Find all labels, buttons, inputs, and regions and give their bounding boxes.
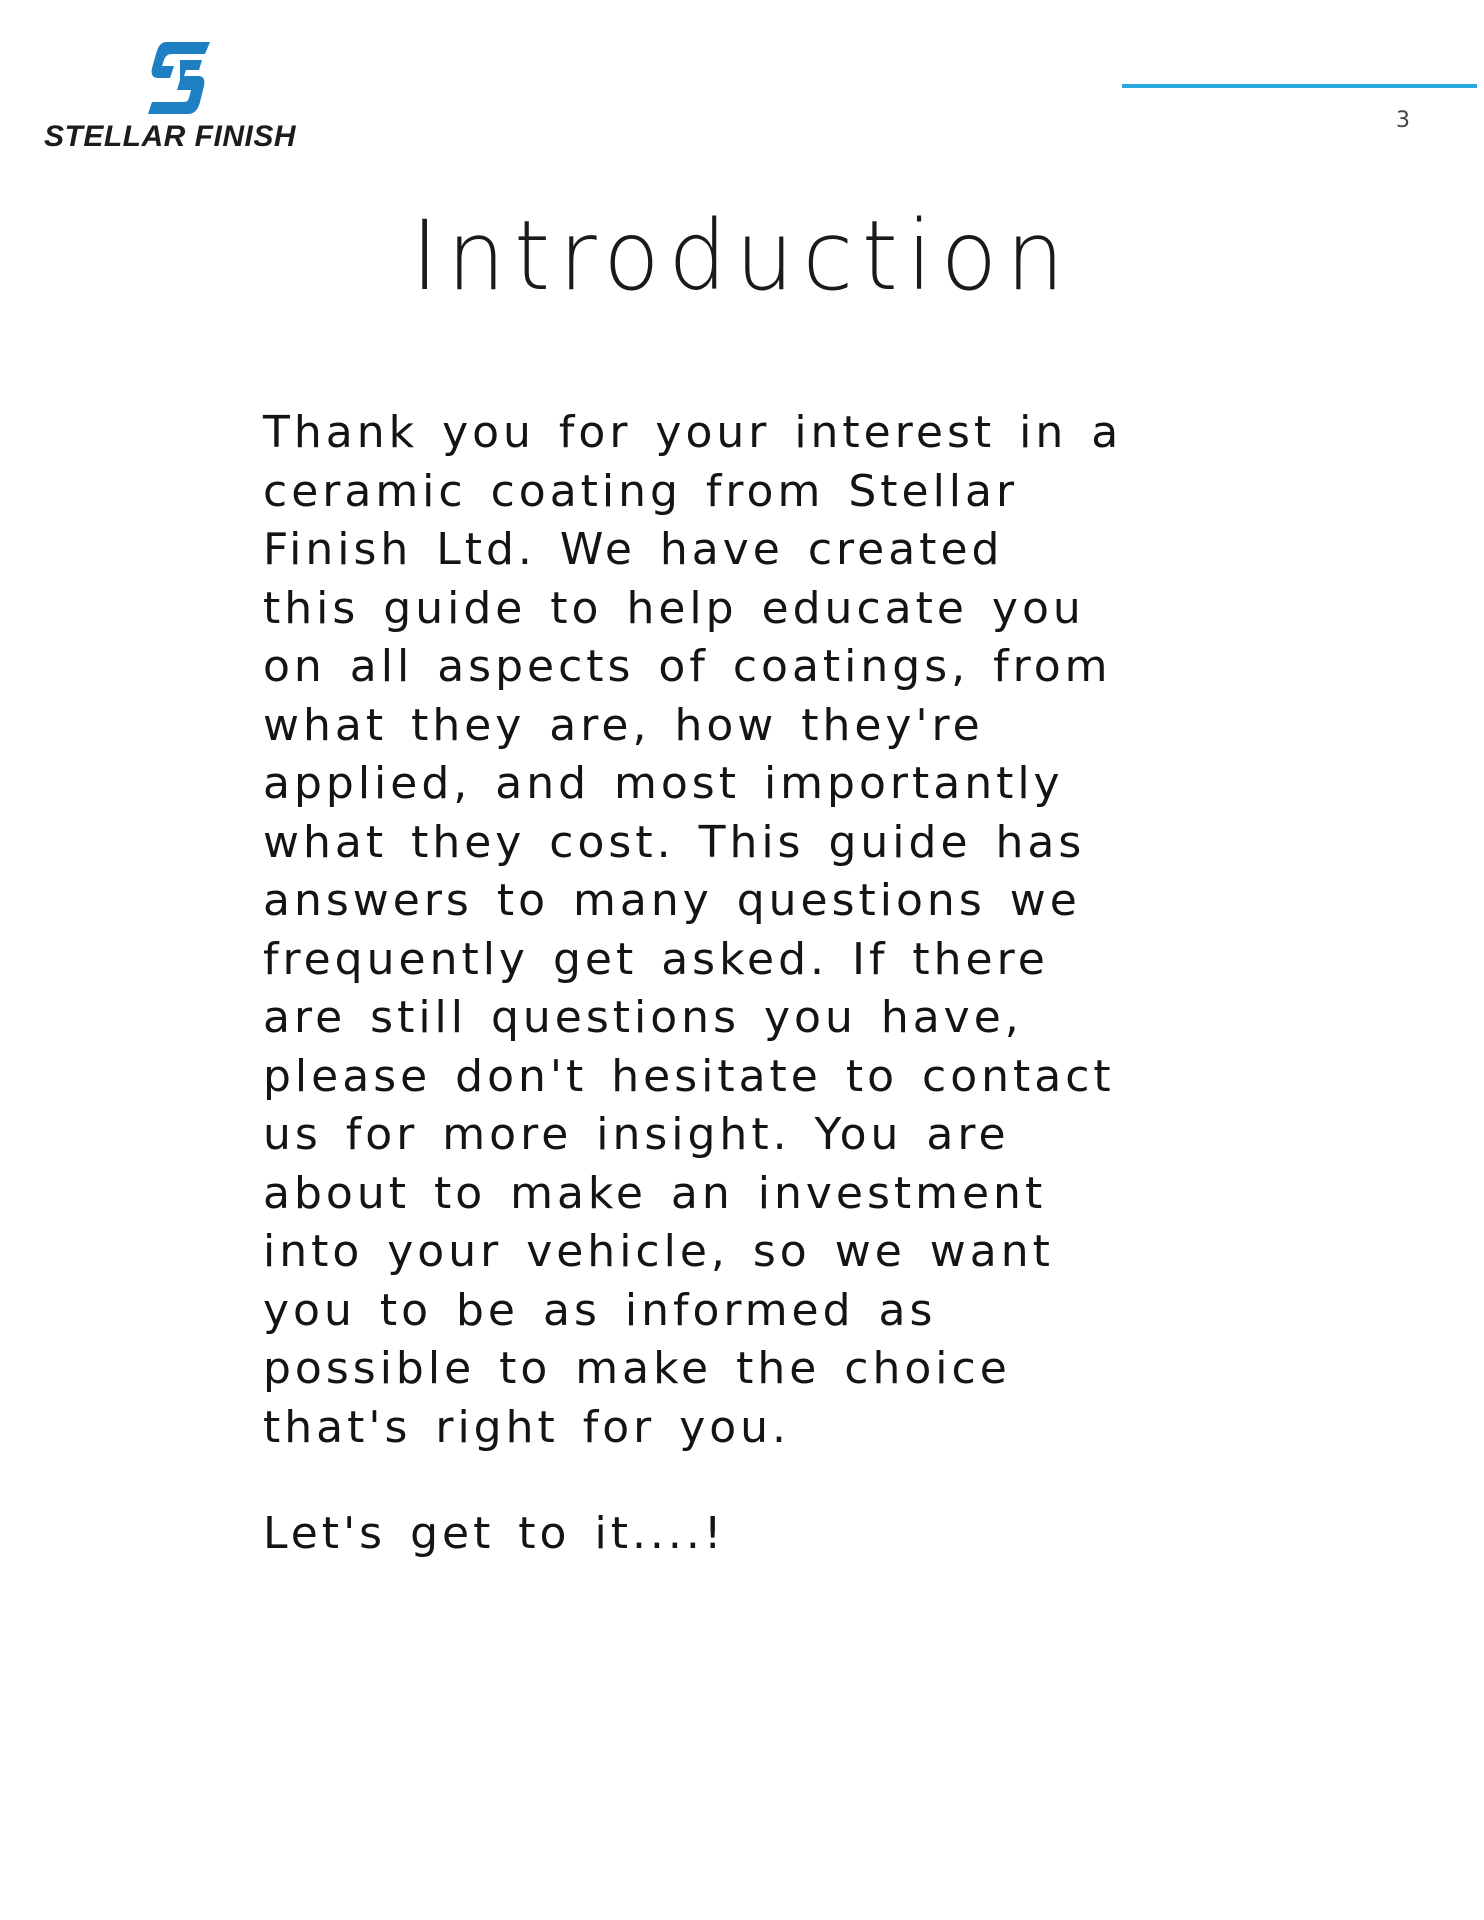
paragraph-line: into your vehicle, so we want: [263, 1226, 1054, 1277]
paragraph-line: on all aspects of coatings, from: [263, 641, 1112, 692]
closing-line: Let's get to it....!: [263, 1508, 726, 1559]
paragraph-line: applied, and most importantly: [263, 758, 1064, 809]
header-accent-line: [1122, 84, 1477, 88]
paragraph-line: us for more insight. You are: [263, 1109, 1010, 1160]
page-title: Introduction: [411, 200, 1073, 312]
brand-logo: [40, 38, 330, 158]
paragraph-line: Finish Ltd. We have created: [263, 524, 1004, 575]
paragraph-line: frequently get asked. If there: [263, 933, 1049, 985]
paragraph-line: that's right for you.: [263, 1401, 791, 1453]
paragraph-line: Thank you for your interest in a: [263, 407, 1123, 458]
paragraph-line: possible to make the choice: [263, 1343, 1011, 1394]
paragraph-line: this guide to help educate you: [263, 582, 1085, 634]
paragraph-line: please don't hesitate to contact: [263, 1050, 1115, 1102]
paragraph-line: answers to many questions we: [263, 875, 1081, 926]
paragraph-line: ceramic coating from Stellar: [263, 465, 1019, 517]
intro-paragraph: [263, 404, 1263, 1457]
paragraph-line: what they cost. This guide has: [263, 816, 1086, 868]
paragraph-line: are still questions you have,: [263, 992, 1023, 1043]
paragraph-line: about to make an investment: [263, 1167, 1047, 1219]
stellar-finish-logo-icon: [144, 38, 214, 118]
paragraph-line: you to be as informed as: [263, 1284, 937, 1336]
page-number: 3: [1396, 108, 1410, 133]
paragraph-line: what they are, how they're: [263, 699, 984, 751]
brand-name: STELLAR FINISH: [44, 120, 296, 153]
